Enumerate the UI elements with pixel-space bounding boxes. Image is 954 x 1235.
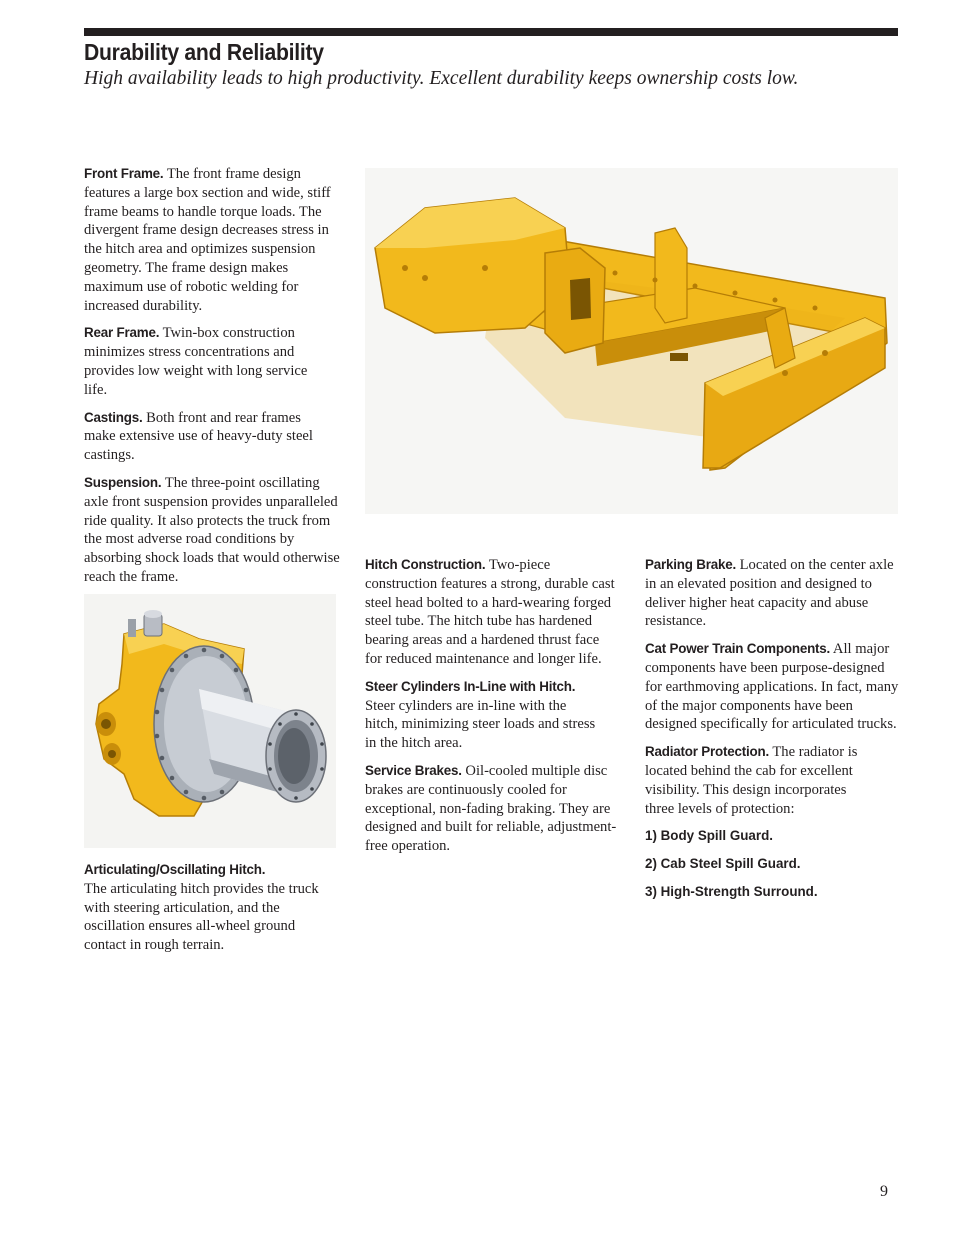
service-brakes-paragraph: [365, 762, 617, 856]
front-frame-body: The front frame design features a large box section and wide, stiff frame beams to handle torque loads. The divergent frame design decreases stress in the hitch area and optimizes suspension geometry. The frame design makes maximum use of robotic welding for increased durability.: [84, 166, 331, 314]
radiator-paragraph: [645, 743, 877, 818]
power-train-heading: Cat Power Train Components.: [645, 641, 831, 657]
frame-image: [365, 168, 898, 514]
radiator-body: The radiator is located behind the cab for excellent visibility. This design incorporates three levels of protection:: [645, 744, 858, 817]
service-brakes-body: Oil-cooled multiple disc brakes are continuously cooled for exceptional, non-fading braking. They are designed and built for reliable, adjustment-free operation.: [365, 762, 617, 855]
protection-level-item: 2) Cab Steel Spill Guard.: [645, 856, 801, 872]
protection-level-item: 1) Body Spill Guard.: [645, 828, 773, 844]
protection-level-item: 3) High-Strength Surround.: [645, 883, 818, 899]
steer-cylinders-body: Steer cylinders are in-line with the hitch, minimizing steer loads and stress in the hitch area.: [365, 697, 596, 752]
steer-cylinders-paragraph: [365, 678, 597, 753]
rear-frame-paragraph: [84, 324, 309, 399]
front-frame-paragraph: [84, 165, 340, 315]
castings-body: Both front and rear frames make extensive use of heavy-duty steel castings.: [84, 409, 313, 464]
header-rule: [84, 28, 898, 36]
front-frame-heading: Front Frame.: [84, 166, 164, 181]
power-train-paragraph: [645, 640, 899, 734]
page-number: 9: [880, 1183, 888, 1200]
hitch-image: [84, 594, 336, 848]
castings-paragraph: [84, 409, 316, 465]
steer-cylinders-heading: Steer Cylinders In-Line with Hitch.: [365, 678, 576, 694]
suspension-heading: Suspension.: [84, 474, 162, 490]
parking-brake-heading: Parking Brake.: [645, 557, 736, 572]
hitch-construction-body: Two-piece construction features a strong, durable cast steel head bolted to a hard-wearing forged steel tube. The hitch tube has hardened bearing areas and a hardened thrust face for reduced maintenance and longer life.: [365, 557, 615, 667]
rear-frame-body: Twin-box construction minimizes stress concentrations and provides low weight with long service life.: [84, 325, 308, 398]
hitch-caption-heading: Articulating/Oscillating Hitch.: [84, 862, 266, 877]
radiator-heading: Radiator Protection.: [645, 744, 769, 760]
power-train-body: All major components have been purpose-designed for earthmoving applications. In fact, many of the major components have been designed specifically for articulated trucks.: [645, 641, 899, 733]
suspension-body: The three-point oscillating axle front suspension provides unparalleled ride quality. It also protects the truck from the most adverse road conditions by absorbing shock loads that would otherwise reach the frame.: [84, 474, 340, 585]
hitch-caption: [84, 861, 340, 964]
service-brakes-heading: Service Brakes.: [365, 762, 462, 778]
parking-brake-paragraph: [645, 556, 899, 631]
page-subtitle: High availability leads to high productivity. Excellent durability keeps ownership costs low.: [84, 68, 799, 89]
hitch-caption-body: The articulating hitch provides the truck with steering articulation, and the oscillation ensures all-wheel ground contact in rough terrain.: [84, 880, 319, 954]
right-column-text: [645, 556, 899, 911]
rear-frame-heading: Rear Frame.: [84, 325, 160, 341]
hitch-caption-paragraph: [84, 861, 340, 955]
hitch-construction-heading: Hitch Construction.: [365, 557, 486, 572]
suspension-paragraph: [84, 474, 340, 587]
castings-heading: Castings.: [84, 409, 143, 425]
middle-column-text: [365, 556, 617, 865]
left-column-text: [84, 165, 340, 596]
page-title: Durability and Reliability: [84, 39, 324, 65]
parking-brake-body: Located on the center axle in an elevated position and designed to deliver higher heat capacity and abuse resistance.: [645, 557, 894, 630]
hitch-construction-paragraph: [365, 556, 617, 669]
